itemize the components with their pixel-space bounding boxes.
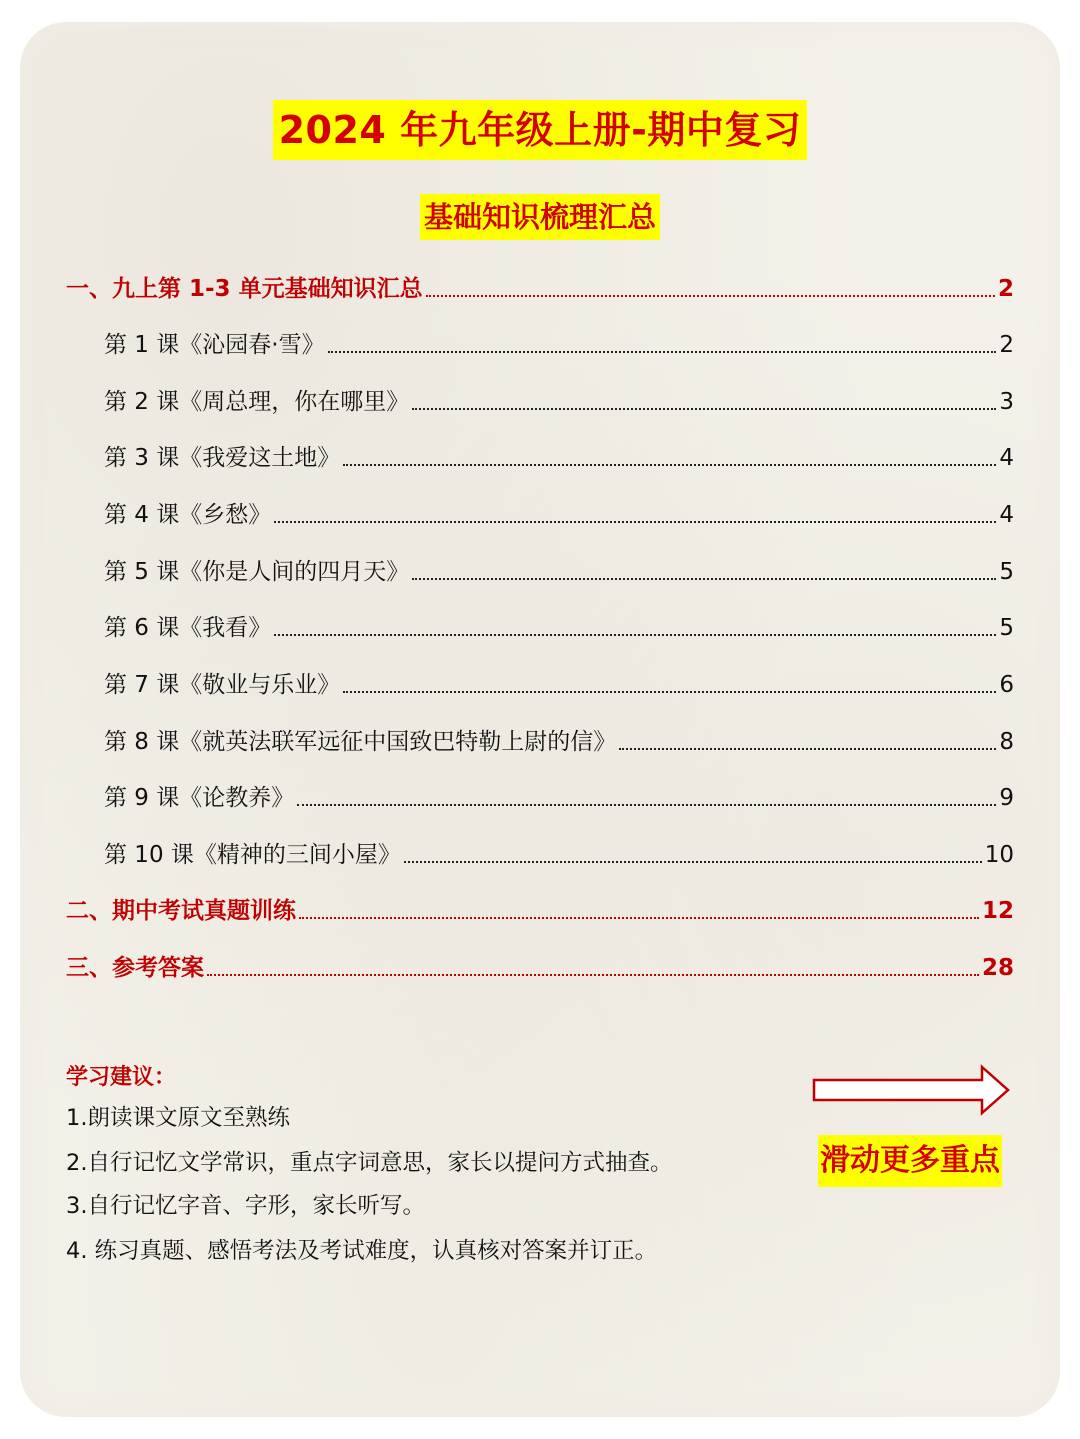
toc-page-number: 2 <box>997 276 1014 302</box>
toc-lesson-10[interactable] <box>104 837 1014 873</box>
toc-lesson-label: 第 5 课《你是人间的四月天》 <box>104 559 410 585</box>
study-tip-3: 3.自行记忆字音、字形，家长听写。 <box>66 1193 425 1219</box>
title-container <box>0 100 1080 160</box>
toc-lesson-3[interactable] <box>104 440 1014 476</box>
study-tip-2: 2.自行记忆文学常识，重点字词意思，家长以提问方式抽查。 <box>66 1150 673 1176</box>
toc-leader-dots <box>619 748 996 750</box>
study-tip-4: 4. 练习真题、感悟考法及考试难度，认真核对答案并订正。 <box>66 1238 658 1264</box>
toc-lesson-label: 第 1 课《沁园春·雪》 <box>104 332 325 358</box>
toc-leader-dots <box>412 408 996 410</box>
toc-lesson-6[interactable] <box>104 610 1014 646</box>
study-tip-1: 1.朗读课文原文至熟练 <box>66 1105 290 1131</box>
toc-page-number: 9 <box>999 785 1014 811</box>
page-subtitle: 基础知识梳理汇总 <box>420 194 660 240</box>
toc-lesson-5[interactable] <box>104 554 1014 590</box>
subtitle-container <box>0 194 1080 240</box>
toc-page-number: 6 <box>999 672 1014 698</box>
slide-for-more-label: 滑动更多重点 <box>818 1135 1002 1187</box>
toc-leader-dots <box>274 521 996 523</box>
toc-lesson-label: 第 9 课《论教养》 <box>104 785 295 811</box>
toc-lesson-label: 第 6 课《我看》 <box>104 615 272 641</box>
toc-lesson-label: 第 4 课《乡愁》 <box>104 502 272 528</box>
toc-leader-dots <box>328 351 997 353</box>
toc-section-1[interactable] <box>66 271 1014 307</box>
toc-lesson-4[interactable] <box>104 497 1014 533</box>
toc-lesson-label: 第 3 课《我爱这土地》 <box>104 445 341 471</box>
study-tips-heading: 学习建议： <box>66 1065 177 1090</box>
toc-page-number: 4 <box>999 445 1014 471</box>
toc-section-2[interactable] <box>66 893 1014 929</box>
page-title: 2024 年九年级上册-期中复习 <box>273 100 808 160</box>
toc-lesson-7[interactable] <box>104 667 1014 703</box>
toc-lesson-1[interactable] <box>104 327 1014 363</box>
toc-leader-dots <box>274 634 996 636</box>
toc-leader-dots <box>297 804 996 806</box>
toc-page-number: 28 <box>981 955 1014 981</box>
toc-section-label: 三、参考答案 <box>66 955 204 981</box>
toc-leader-dots <box>343 464 996 466</box>
right-arrow-icon <box>812 1064 1012 1116</box>
toc-page-number: 5 <box>999 615 1014 641</box>
toc-page-number: 12 <box>981 898 1014 924</box>
toc-lesson-label: 第 7 课《敬业与乐业》 <box>104 672 341 698</box>
toc-leader-dots <box>207 974 979 976</box>
toc-lesson-label: 第 8 课《就英法联军远征中国致巴特勒上尉的信》 <box>104 729 617 755</box>
toc-lesson-label: 第 10 课《精神的三间小屋》 <box>104 842 401 868</box>
toc-leader-dots <box>343 691 996 693</box>
toc-leader-dots <box>426 295 995 297</box>
toc-page-number: 4 <box>999 502 1014 528</box>
toc-page-number: 2 <box>999 332 1014 358</box>
toc-section-label: 一、九上第 1-3 单元基础知识汇总 <box>66 276 423 302</box>
toc-section-label: 二、期中考试真题训练 <box>66 898 296 924</box>
toc-leader-dots <box>299 917 979 919</box>
toc-page-number: 3 <box>999 389 1014 415</box>
toc-lesson-9[interactable] <box>104 780 1014 816</box>
toc-lesson-8[interactable] <box>104 724 1014 760</box>
toc-lesson-label: 第 2 课《周总理，你在哪里》 <box>104 389 410 415</box>
toc-page-number: 8 <box>999 729 1014 755</box>
toc-page-number: 10 <box>984 842 1014 868</box>
toc-lesson-2[interactable] <box>104 384 1014 420</box>
toc-leader-dots <box>404 861 982 863</box>
toc-section-3[interactable] <box>66 950 1014 986</box>
toc-page-number: 5 <box>999 559 1014 585</box>
toc-leader-dots <box>412 578 996 580</box>
